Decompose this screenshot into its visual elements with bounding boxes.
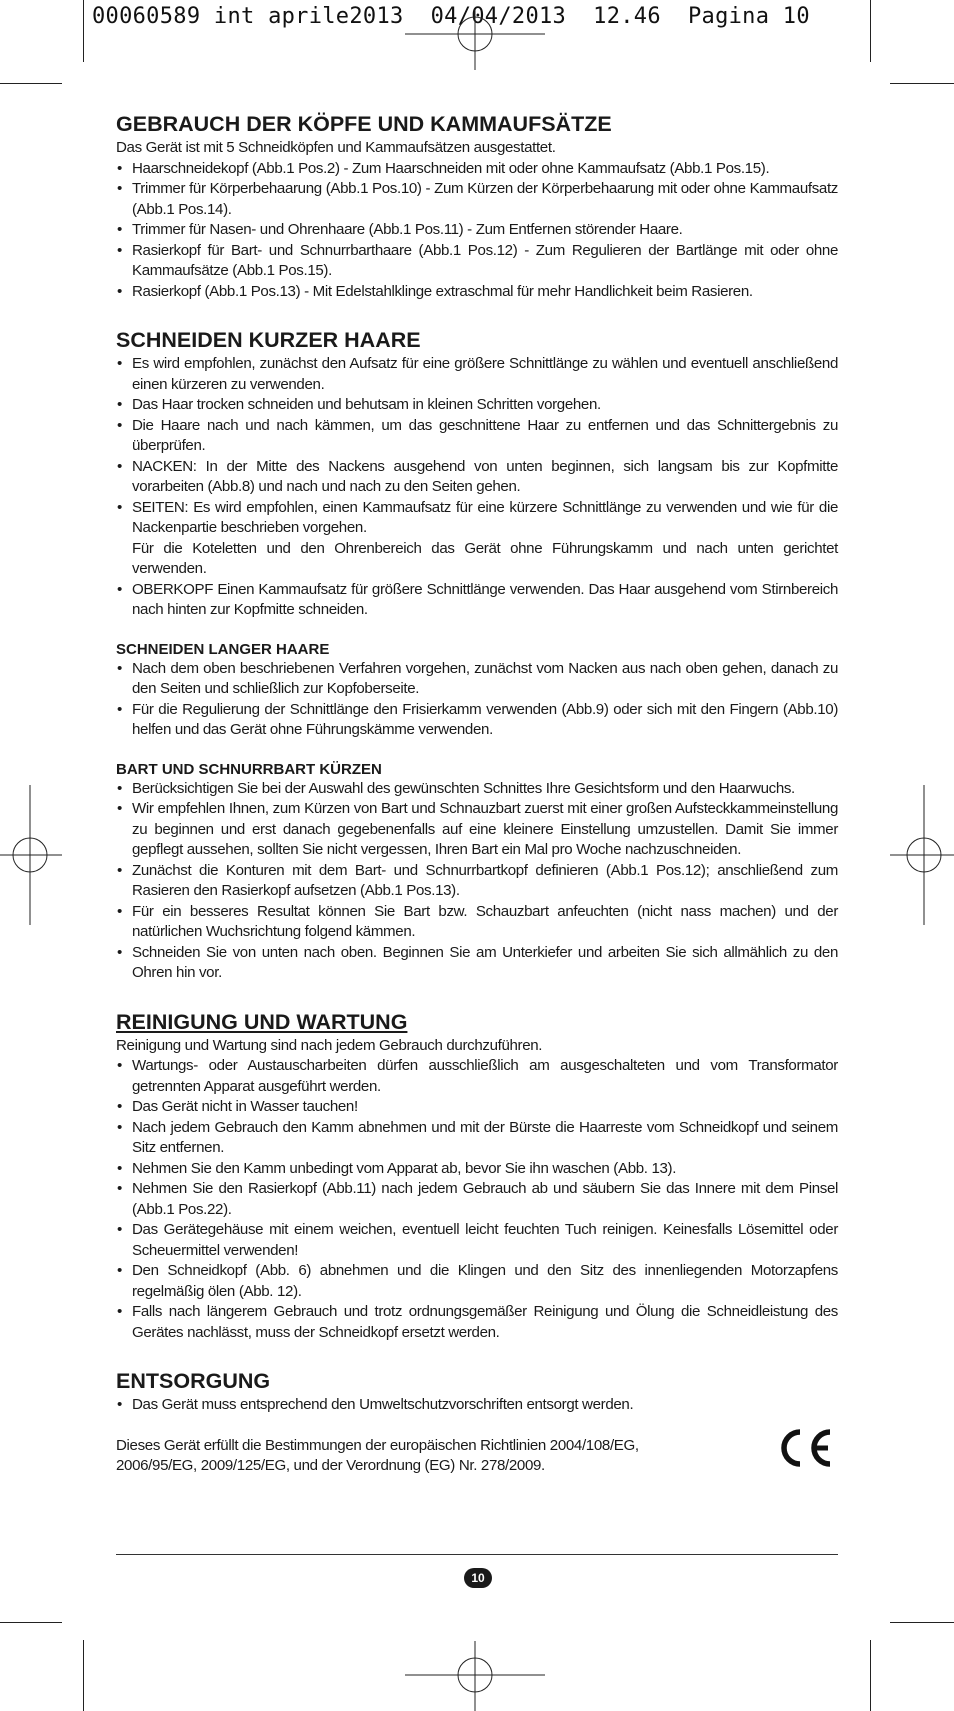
- bullet-list-long-hair: [116, 659, 838, 741]
- ce-mark-icon: [774, 1426, 836, 1470]
- list-item: • Berücksichtigen Sie bei der Auswahl des gewünschten Schnittes Ihre Gesichtsform und den Haarwuchs.: [116, 779, 838, 800]
- list-item: • Für die Regulierung der Schnittlänge den Frisierkamm verwenden (Abb.9) oder sich mit den Fingern (Abb.10) helfen und das Gerät ohne Führungskämme verwenden.: [116, 700, 838, 741]
- list-item: • Für ein besseres Resultat können Sie Bart bzw. Schauzbart anfeuchten (nicht nass machen) und der natürlichen Wuchsrichtung folgend kämmen.: [116, 902, 838, 943]
- bullet-list-short-hair-end: [116, 580, 838, 621]
- list-item: • Rasierkopf für Bart- und Schnurrbarthaare (Abb.1 Pos.12) - Zum Regulieren der Bartlänge mit oder ohne Kammaufsätze (Abb.1 Pos.15).: [116, 241, 838, 282]
- list-item: • Nehmen Sie den Rasierkopf (Abb.11) nach jedem Gebrauch ab und säubern Sie das Innere mit dem Pinsel (Abb.1 Pos.22).: [116, 1179, 838, 1220]
- crop-mark-bottom-right-vertical: [870, 1640, 871, 1711]
- bullet-list-short-hair: [116, 354, 838, 539]
- compliance-block: [116, 1436, 838, 1477]
- crop-mark-top-left-vertical: [83, 0, 84, 62]
- bullet-list-beard: [116, 779, 838, 984]
- section-title-long-hair: SCHNEIDEN LANGER HAARE: [116, 640, 330, 658]
- footer-rule: [116, 1554, 838, 1555]
- page-content: [116, 112, 838, 1477]
- list-item: • Trimmer für Körperbehaarung (Abb.1 Pos.10) - Zum Kürzen der Körperbehaarung mit oder ohne Kammaufsatz (Abb.1 Pos.14).: [116, 179, 838, 220]
- list-item: • Die Haare nach und nach kämmen, um das geschnittene Haar zu entfernen und das Schnittergebnis zu überprüfen.: [116, 416, 838, 457]
- crop-mark-top-right-horizontal: [890, 83, 954, 84]
- list-item: • Rasierkopf (Abb.1 Pos.13) - Mit Edelstahlklinge extraschmal für mehr Handlichkeit beim Rasieren.: [116, 282, 838, 303]
- section-intro-cleaning: Reinigung und Wartung sind nach jedem Gebrauch durchzuführen.: [116, 1036, 543, 1054]
- list-item: • Das Gerätegehäuse mit einem weichen, eventuell leicht feuchten Tuch reinigen. Keinesfalls Lösemittel oder Scheuermittel verwenden!: [116, 1220, 838, 1261]
- crop-mark-top-right-vertical: [870, 0, 871, 62]
- list-item: • Wartungs- oder Austauscharbeiten dürfen ausschließlich am ausgeschalteten und vom Transformator getrennten Apparat ausgeführt werden.: [116, 1056, 838, 1097]
- section-long-hair: [116, 641, 838, 741]
- crop-mark-bottom-right-horizontal: [890, 1622, 954, 1623]
- bullet-list-cleaning: [116, 1056, 838, 1343]
- list-item: • Falls nach längerem Gebrauch und trotz ordnungsgemäßer Reinigung und Ölung die Schneidleistung des Gerätes nachlässt, muss der Schneidkopf ersetzt werden.: [116, 1302, 838, 1343]
- section-disposal: [116, 1369, 838, 1416]
- list-item: • Das Gerät nicht in Wasser tauchen!: [116, 1097, 838, 1118]
- compliance-text: Dieses Gerät erfüllt die Bestimmungen der europäischen Richtlinien 2004/108/EG, 2006/95/EG, 2009/125/EG, und der Verordnung (EG) Nr. 278/2009.: [116, 1436, 639, 1474]
- section-short-hair: [116, 328, 838, 621]
- list-item: • Zunächst die Konturen mit dem Bart- und Schnurrbartkopf definieren (Abb.1 Pos.12); anschließend zum Rasieren den Rasierkopf aufsetzen (Abb.1 Pos.13).: [116, 861, 838, 902]
- section-title-disposal: ENTSORGUNG: [116, 1369, 271, 1393]
- registration-mark-top: [405, 10, 545, 70]
- list-item: • Nach jedem Gebrauch den Kamm abnehmen und mit der Bürste die Haarreste vom Schneidkopf und seinem Sitz entfernen.: [116, 1118, 838, 1159]
- list-item: • Haarschneidekopf (Abb.1 Pos.2) - Zum Haarschneiden mit oder ohne Kammaufsatz (Abb.1 Pos.15).: [116, 159, 838, 180]
- list-item: • Wir empfehlen Ihnen, zum Kürzen von Bart und Schnauzbart zuerst mit einer großen Aufsteckkammeinstellung zu beginnen und erst danach gegebenenfalls auf eine kleinere Einstellung umzustellen. Damit Sie immer gepflegt aussehen, sollten Sie nicht vergessen, Ihren Bart ein Mal pro Woche nachzuschneiden.: [116, 799, 838, 861]
- side-note: Für die Koteletten und den Ohrenbereich das Gerät ohne Führungskamm und nach unten gerichtet verwenden.: [132, 539, 838, 577]
- list-item: • Nach dem oben beschriebenen Verfahren vorgehen, zunächst vom Nacken aus nach oben gehen, danach zu den Seiten und schließlich zur Kopfoberseite.: [116, 659, 838, 700]
- registration-mark-left: [0, 785, 62, 925]
- section-heads: [116, 112, 838, 302]
- list-item: • Nehmen Sie den Kamm unbedingt vom Apparat ab, bevor Sie ihn waschen (Abb. 13).: [116, 1159, 838, 1180]
- bullet-list-heads: [116, 159, 838, 303]
- page-number-badge: 10: [464, 1568, 492, 1588]
- list-item: • OBERKOPF Einen Kammaufsatz für größere Schnittlänge verwenden. Das Haar ausgehend vom Stirnbereich nach hinten zur Kopfmitte schneiden.: [116, 580, 838, 621]
- list-item: • SEITEN: Es wird empfohlen, einen Kammaufsatz für eine kürzere Schnittlänge zu verwenden und wie für die Nackenpartie beschrieben vorgehen.: [116, 498, 838, 539]
- section-title-heads: GEBRAUCH DER KÖPFE UND KAMMAUFSÄTZE: [116, 112, 612, 136]
- registration-mark-right: [890, 785, 954, 925]
- registration-mark-bottom: [405, 1641, 545, 1711]
- crop-mark-bottom-left-horizontal: [0, 1622, 62, 1623]
- section-title-cleaning: REINIGUNG UND WARTUNG: [116, 1009, 408, 1034]
- list-item: • Schneiden Sie von unten nach oben. Beginnen Sie am Unterkiefer und arbeiten Sie sich allmählich zu den Ohren hin vor.: [116, 943, 838, 984]
- list-item: • Es wird empfohlen, zunächst den Aufsatz für eine größere Schnittlänge zu wählen und eventuell anschließend einen kürzeren zu verwenden.: [116, 354, 838, 395]
- section-title-short-hair: SCHNEIDEN KURZER HAARE: [116, 328, 421, 352]
- crop-mark-bottom-left-vertical: [83, 1640, 84, 1711]
- list-item: • Trimmer für Nasen- und Ohrenhaare (Abb.1 Pos.11) - Zum Entfernen störender Haare.: [116, 220, 838, 241]
- list-item: • NACKEN: In der Mitte des Nackens ausgehend von unten beginnen, sich langsam bis zur Kopfmitte vorarbeiten (Abb.8) und nach und nach zu den Seiten gehen.: [116, 457, 838, 498]
- bullet-list-disposal: [116, 1395, 838, 1416]
- printer-slug: 00060589 int aprile2013 04/04/2013 12.46 Pagina 10: [92, 4, 810, 29]
- crop-mark-top-left-horizontal: [0, 83, 62, 84]
- list-item: • Das Gerät muss entsprechend den Umweltschutzvorschriften entsorgt werden.: [116, 1395, 838, 1416]
- list-item: • Das Haar trocken schneiden und behutsam in kleinen Schritten vorgehen.: [116, 395, 838, 416]
- section-beard: [116, 761, 838, 984]
- section-intro-heads: Das Gerät ist mit 5 Schneidköpfen und Kammaufsätzen ausgestattet.: [116, 139, 556, 156]
- section-cleaning: [116, 1010, 838, 1344]
- section-title-beard: BART UND SCHNURRBART KÜRZEN: [116, 760, 382, 778]
- list-item: • Den Schneidkopf (Abb. 6) abnehmen und die Klingen und den Sitz des innenliegenden Motorzapfens regelmäßig ölen (Abb. 12).: [116, 1261, 838, 1302]
